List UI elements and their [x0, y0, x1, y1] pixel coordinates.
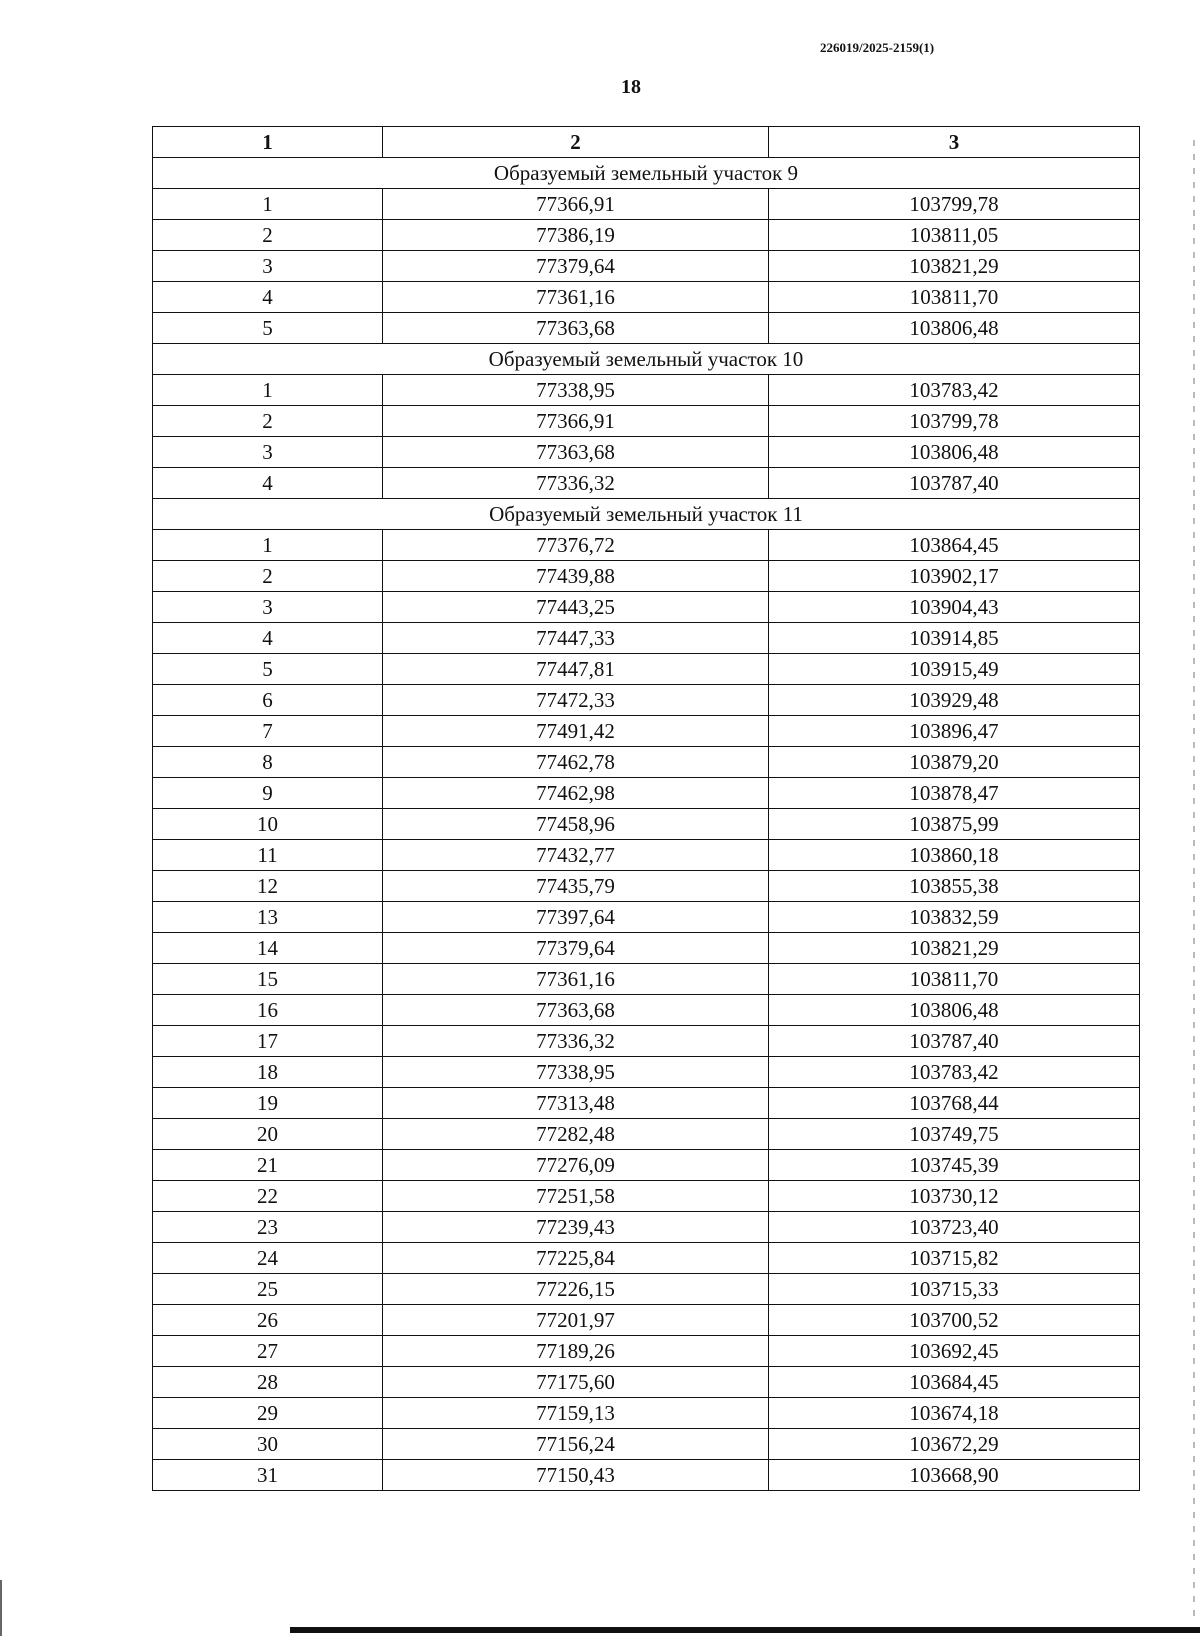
point-number-cell: 4 — [153, 623, 383, 654]
x-coordinate-cell: 77366,91 — [383, 189, 769, 220]
x-coordinate-cell: 77336,32 — [383, 1026, 769, 1057]
point-number-cell: 15 — [153, 964, 383, 995]
section-title: Образуемый земельный участок 9 — [153, 158, 1140, 189]
y-coordinate-cell: 103864,45 — [769, 530, 1140, 561]
y-coordinate-cell: 103787,40 — [769, 468, 1140, 499]
y-coordinate-cell: 103896,47 — [769, 716, 1140, 747]
y-coordinate-cell: 103672,29 — [769, 1429, 1140, 1460]
y-coordinate-cell: 103821,29 — [769, 933, 1140, 964]
point-number-cell: 6 — [153, 685, 383, 716]
table-row — [153, 778, 1140, 809]
table-row — [153, 1274, 1140, 1305]
y-coordinate-cell: 103875,99 — [769, 809, 1140, 840]
y-coordinate-cell: 103832,59 — [769, 902, 1140, 933]
point-number-cell: 8 — [153, 747, 383, 778]
x-coordinate-cell: 77447,33 — [383, 623, 769, 654]
y-coordinate-cell: 103821,29 — [769, 251, 1140, 282]
x-coordinate-cell: 77439,88 — [383, 561, 769, 592]
table-row — [153, 964, 1140, 995]
y-coordinate-cell: 103684,45 — [769, 1367, 1140, 1398]
y-coordinate-cell: 103674,18 — [769, 1398, 1140, 1429]
table-row — [153, 406, 1140, 437]
point-number-cell: 2 — [153, 220, 383, 251]
section-header-row — [153, 344, 1140, 375]
table-row — [153, 871, 1140, 902]
x-coordinate-cell: 77443,25 — [383, 592, 769, 623]
section-title: Образуемый земельный участок 11 — [153, 499, 1140, 530]
header-cell-2: 2 — [383, 127, 769, 158]
table-row — [153, 437, 1140, 468]
table-row — [153, 1088, 1140, 1119]
y-coordinate-cell: 103799,78 — [769, 189, 1140, 220]
y-coordinate-cell: 103783,42 — [769, 1057, 1140, 1088]
point-number-cell: 11 — [153, 840, 383, 871]
x-coordinate-cell: 77363,68 — [383, 995, 769, 1026]
x-coordinate-cell: 77338,95 — [383, 1057, 769, 1088]
table-row — [153, 1305, 1140, 1336]
point-number-cell: 26 — [153, 1305, 383, 1336]
x-coordinate-cell: 77251,58 — [383, 1181, 769, 1212]
point-number-cell: 4 — [153, 468, 383, 499]
x-coordinate-cell: 77189,26 — [383, 1336, 769, 1367]
table-row — [153, 685, 1140, 716]
y-coordinate-cell: 103860,18 — [769, 840, 1140, 871]
x-coordinate-cell: 77397,64 — [383, 902, 769, 933]
y-coordinate-cell: 103929,48 — [769, 685, 1140, 716]
point-number-cell: 29 — [153, 1398, 383, 1429]
point-number-cell: 27 — [153, 1336, 383, 1367]
y-coordinate-cell: 103692,45 — [769, 1336, 1140, 1367]
scan-margin-mark — [0, 1580, 2, 1636]
y-coordinate-cell: 103723,40 — [769, 1212, 1140, 1243]
y-coordinate-cell: 103855,38 — [769, 871, 1140, 902]
x-coordinate-cell: 77361,16 — [383, 282, 769, 313]
x-coordinate-cell: 77276,09 — [383, 1150, 769, 1181]
page-number: 18 — [621, 76, 641, 98]
point-number-cell: 19 — [153, 1088, 383, 1119]
table-row — [153, 623, 1140, 654]
x-coordinate-cell: 77363,68 — [383, 313, 769, 344]
section-header-row — [153, 158, 1140, 189]
y-coordinate-cell: 103668,90 — [769, 1460, 1140, 1491]
x-coordinate-cell: 77462,78 — [383, 747, 769, 778]
document-number: 226019/2025-2159(1) — [820, 40, 935, 55]
table-row — [153, 530, 1140, 561]
coordinates-table — [152, 126, 1140, 1491]
y-coordinate-cell: 103700,52 — [769, 1305, 1140, 1336]
section-header-row — [153, 499, 1140, 530]
header-cell-3: 3 — [769, 127, 1140, 158]
point-number-cell: 21 — [153, 1150, 383, 1181]
y-coordinate-cell: 103783,42 — [769, 375, 1140, 406]
table-row — [153, 375, 1140, 406]
header-cell-1: 1 — [153, 127, 383, 158]
table-row — [153, 220, 1140, 251]
x-coordinate-cell: 77462,98 — [383, 778, 769, 809]
point-number-cell: 30 — [153, 1429, 383, 1460]
point-number-cell: 4 — [153, 282, 383, 313]
x-coordinate-cell: 77282,48 — [383, 1119, 769, 1150]
point-number-cell: 7 — [153, 716, 383, 747]
x-coordinate-cell: 77338,95 — [383, 375, 769, 406]
table-row — [153, 468, 1140, 499]
table-row — [153, 1460, 1140, 1491]
table-row — [153, 1119, 1140, 1150]
x-coordinate-cell: 77201,97 — [383, 1305, 769, 1336]
table-row — [153, 654, 1140, 685]
x-coordinate-cell: 77376,72 — [383, 530, 769, 561]
y-coordinate-cell: 103715,82 — [769, 1243, 1140, 1274]
table-row — [153, 716, 1140, 747]
y-coordinate-cell: 103806,48 — [769, 313, 1140, 344]
point-number-cell: 24 — [153, 1243, 383, 1274]
table-row — [153, 1429, 1140, 1460]
section-title: Образуемый земельный участок 10 — [153, 344, 1140, 375]
point-number-cell: 9 — [153, 778, 383, 809]
table-row — [153, 561, 1140, 592]
point-number-cell: 3 — [153, 592, 383, 623]
x-coordinate-cell: 77366,91 — [383, 406, 769, 437]
table-row — [153, 1212, 1140, 1243]
y-coordinate-cell: 103904,43 — [769, 592, 1140, 623]
x-coordinate-cell: 77379,64 — [383, 933, 769, 964]
y-coordinate-cell: 103768,44 — [769, 1088, 1140, 1119]
table-row — [153, 995, 1140, 1026]
point-number-cell: 3 — [153, 251, 383, 282]
table-row — [153, 809, 1140, 840]
point-number-cell: 1 — [153, 189, 383, 220]
y-coordinate-cell: 103806,48 — [769, 995, 1140, 1026]
y-coordinate-cell: 103745,39 — [769, 1150, 1140, 1181]
point-number-cell: 3 — [153, 437, 383, 468]
x-coordinate-cell: 77447,81 — [383, 654, 769, 685]
table-row — [153, 1026, 1140, 1057]
table-row — [153, 747, 1140, 778]
x-coordinate-cell: 77225,84 — [383, 1243, 769, 1274]
x-coordinate-cell: 77226,15 — [383, 1274, 769, 1305]
table-row — [153, 1057, 1140, 1088]
point-number-cell: 31 — [153, 1460, 383, 1491]
y-coordinate-cell: 103811,70 — [769, 282, 1140, 313]
table-row — [153, 1150, 1140, 1181]
y-coordinate-cell: 103799,78 — [769, 406, 1140, 437]
y-coordinate-cell: 103902,17 — [769, 561, 1140, 592]
x-coordinate-cell: 77432,77 — [383, 840, 769, 871]
x-coordinate-cell: 77336,32 — [383, 468, 769, 499]
point-number-cell: 14 — [153, 933, 383, 964]
table-row — [153, 1367, 1140, 1398]
point-number-cell: 28 — [153, 1367, 383, 1398]
table-row — [153, 1181, 1140, 1212]
x-coordinate-cell: 77386,19 — [383, 220, 769, 251]
y-coordinate-cell: 103749,75 — [769, 1119, 1140, 1150]
x-coordinate-cell: 77361,16 — [383, 964, 769, 995]
y-coordinate-cell: 103715,33 — [769, 1274, 1140, 1305]
point-number-cell: 18 — [153, 1057, 383, 1088]
scan-edge-line — [1193, 140, 1195, 1620]
point-number-cell: 16 — [153, 995, 383, 1026]
point-number-cell: 25 — [153, 1274, 383, 1305]
x-coordinate-cell: 77156,24 — [383, 1429, 769, 1460]
y-coordinate-cell: 103806,48 — [769, 437, 1140, 468]
point-number-cell: 23 — [153, 1212, 383, 1243]
table-body — [153, 158, 1140, 1491]
y-coordinate-cell: 103811,70 — [769, 964, 1140, 995]
y-coordinate-cell: 103787,40 — [769, 1026, 1140, 1057]
table-row — [153, 592, 1140, 623]
point-number-cell: 13 — [153, 902, 383, 933]
x-coordinate-cell: 77379,64 — [383, 251, 769, 282]
table-row — [153, 282, 1140, 313]
x-coordinate-cell: 77159,13 — [383, 1398, 769, 1429]
x-coordinate-cell: 77472,33 — [383, 685, 769, 716]
point-number-cell: 2 — [153, 561, 383, 592]
point-number-cell: 17 — [153, 1026, 383, 1057]
y-coordinate-cell: 103914,85 — [769, 623, 1140, 654]
bottom-rule — [290, 1627, 1200, 1633]
table-row — [153, 933, 1140, 964]
y-coordinate-cell: 103915,49 — [769, 654, 1140, 685]
table-row — [153, 902, 1140, 933]
x-coordinate-cell: 77435,79 — [383, 871, 769, 902]
x-coordinate-cell: 77150,43 — [383, 1460, 769, 1491]
y-coordinate-cell: 103879,20 — [769, 747, 1140, 778]
point-number-cell: 22 — [153, 1181, 383, 1212]
y-coordinate-cell: 103811,05 — [769, 220, 1140, 251]
header-row — [153, 127, 1140, 158]
table-row — [153, 1243, 1140, 1274]
table-row — [153, 1336, 1140, 1367]
point-number-cell: 10 — [153, 809, 383, 840]
table-row — [153, 1398, 1140, 1429]
x-coordinate-cell: 77458,96 — [383, 809, 769, 840]
y-coordinate-cell: 103878,47 — [769, 778, 1140, 809]
table-row — [153, 251, 1140, 282]
x-coordinate-cell: 77491,42 — [383, 716, 769, 747]
point-number-cell: 2 — [153, 406, 383, 437]
point-number-cell: 12 — [153, 871, 383, 902]
point-number-cell: 5 — [153, 654, 383, 685]
x-coordinate-cell: 77363,68 — [383, 437, 769, 468]
x-coordinate-cell: 77175,60 — [383, 1367, 769, 1398]
point-number-cell: 1 — [153, 375, 383, 406]
table-row — [153, 840, 1140, 871]
table-row — [153, 313, 1140, 344]
table-row — [153, 189, 1140, 220]
x-coordinate-cell: 77313,48 — [383, 1088, 769, 1119]
point-number-cell: 5 — [153, 313, 383, 344]
point-number-cell: 1 — [153, 530, 383, 561]
x-coordinate-cell: 77239,43 — [383, 1212, 769, 1243]
point-number-cell: 20 — [153, 1119, 383, 1150]
y-coordinate-cell: 103730,12 — [769, 1181, 1140, 1212]
